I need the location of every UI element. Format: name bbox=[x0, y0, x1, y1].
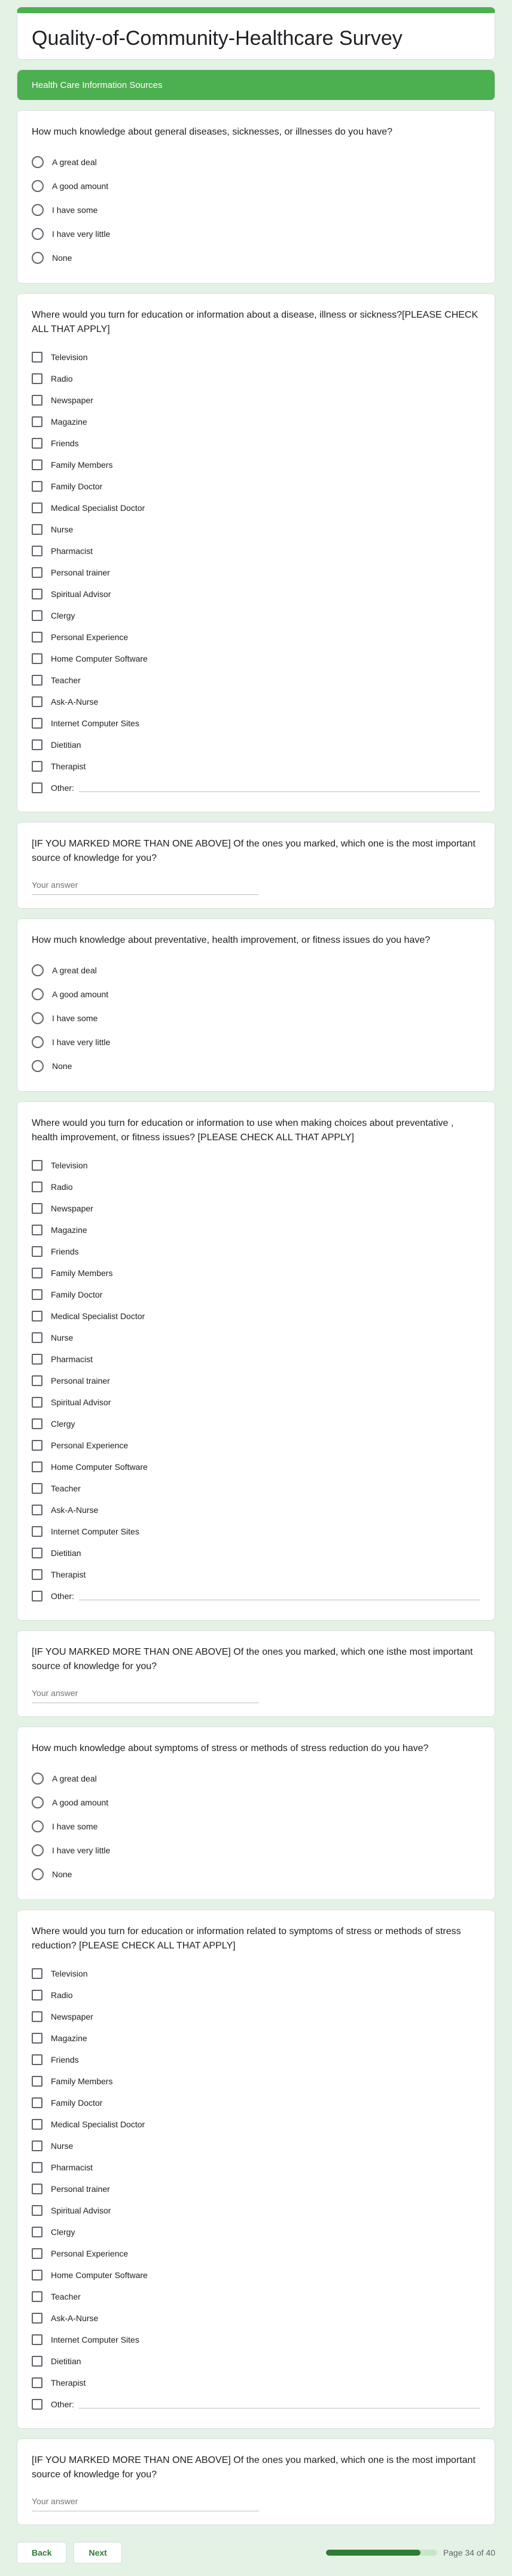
option-label: Medical Specialist Doctor bbox=[51, 503, 145, 513]
option-label: Home Computer Software bbox=[51, 2270, 148, 2280]
checkbox-option[interactable] bbox=[32, 2329, 480, 2350]
checkbox[interactable] bbox=[32, 2399, 42, 2410]
checkbox-group bbox=[32, 1963, 480, 2415]
checkbox[interactable] bbox=[32, 653, 42, 664]
checkbox-option[interactable] bbox=[32, 1391, 480, 1413]
checkbox[interactable] bbox=[32, 2162, 42, 2173]
answer-input[interactable]: Your answer bbox=[32, 2492, 259, 2511]
option-label: Personal Experience bbox=[51, 2249, 129, 2258]
checkbox[interactable] bbox=[32, 2076, 42, 2087]
option-label: Personal trainer bbox=[51, 568, 110, 577]
option-label: Nurse bbox=[51, 2141, 74, 2151]
checkbox-option[interactable] bbox=[32, 1963, 480, 1984]
checkbox-option[interactable] bbox=[32, 454, 480, 476]
option-label: Radio bbox=[51, 1182, 73, 1192]
checkbox[interactable] bbox=[32, 524, 42, 535]
option-label: Family Doctor bbox=[51, 1290, 103, 1299]
option-label: Personal trainer bbox=[51, 1376, 110, 1386]
option-label: Family Doctor bbox=[51, 482, 103, 491]
back-button[interactable]: Back bbox=[17, 2542, 66, 2563]
question-card-q7 bbox=[17, 1727, 495, 1900]
checkbox[interactable] bbox=[32, 438, 42, 449]
checkbox-option-other[interactable] bbox=[32, 777, 480, 799]
option-label: Television bbox=[51, 1969, 88, 1978]
checkbox[interactable] bbox=[32, 1289, 42, 1300]
checkbox-group bbox=[32, 1155, 480, 1607]
checkbox-option[interactable] bbox=[32, 389, 480, 411]
checkbox[interactable] bbox=[32, 395, 42, 406]
option-label: A great deal bbox=[52, 157, 97, 167]
section-title: Health Care Information Sources bbox=[17, 70, 495, 101]
question-title: How much knowledge about preventative, health improvement, or fitness issues do you have? bbox=[32, 935, 431, 945]
checkbox[interactable] bbox=[32, 2377, 42, 2388]
option-label: Teacher bbox=[51, 675, 81, 685]
option-label: None bbox=[52, 1061, 72, 1071]
checkbox[interactable] bbox=[32, 1332, 42, 1343]
checkbox[interactable] bbox=[32, 2270, 42, 2280]
checkbox[interactable] bbox=[32, 696, 42, 707]
title-card bbox=[17, 7, 495, 60]
checkbox[interactable] bbox=[32, 503, 42, 513]
checkbox-group bbox=[32, 346, 480, 799]
question-title: [IF YOU MARKED MORE THAN ONE ABOVE] Of the ones you marked, which one is the most important source of knowledge for you? bbox=[32, 2455, 476, 2480]
radio-button[interactable] bbox=[32, 1796, 44, 1808]
checkbox[interactable] bbox=[32, 2140, 42, 2151]
checkbox[interactable] bbox=[32, 1203, 42, 1214]
option-label: Clergy bbox=[51, 1419, 75, 1429]
radio-button[interactable] bbox=[32, 1820, 44, 1832]
radio-button[interactable] bbox=[32, 228, 44, 240]
radio-option[interactable] bbox=[32, 174, 480, 198]
checkbox-option[interactable] bbox=[32, 2372, 480, 2394]
option-label: Nurse bbox=[51, 1333, 74, 1342]
checkbox-option[interactable] bbox=[32, 1241, 480, 1262]
checkbox[interactable] bbox=[32, 2119, 42, 2130]
option-label: Medical Specialist Doctor bbox=[51, 2120, 145, 2129]
checkbox-option[interactable] bbox=[32, 1370, 480, 1391]
checkbox-option[interactable] bbox=[32, 1176, 480, 1198]
checkbox-option[interactable] bbox=[32, 2243, 480, 2264]
checkbox[interactable] bbox=[32, 1548, 42, 1558]
checkbox-option[interactable] bbox=[32, 669, 480, 691]
option-label: A good amount bbox=[52, 1798, 109, 1807]
checkbox-option[interactable] bbox=[32, 1984, 480, 2006]
radio-button[interactable] bbox=[32, 964, 44, 976]
checkbox[interactable] bbox=[32, 2054, 42, 2065]
radio-option[interactable] bbox=[32, 1006, 480, 1030]
checkbox[interactable] bbox=[32, 1505, 42, 1515]
question-title: Where would you turn for education or information about a disease, illness or sickness?[PLEASE CHECK ALL THAT APPLY] bbox=[32, 310, 479, 334]
checkbox[interactable] bbox=[32, 1569, 42, 1580]
checkbox[interactable] bbox=[32, 352, 42, 363]
option-label: Family Members bbox=[51, 1268, 113, 1278]
option-label: Newspaper bbox=[51, 1204, 93, 1213]
radio-option[interactable] bbox=[32, 1814, 480, 1838]
checkbox[interactable] bbox=[32, 1375, 42, 1386]
checkbox[interactable] bbox=[32, 481, 42, 492]
checkbox-option[interactable] bbox=[32, 1542, 480, 1564]
checkbox-option[interactable] bbox=[32, 2092, 480, 2114]
checkbox[interactable] bbox=[32, 1526, 42, 1537]
checkbox[interactable] bbox=[32, 1354, 42, 1365]
checkbox[interactable] bbox=[32, 546, 42, 556]
question-card-q6 bbox=[17, 1630, 495, 1717]
question-title: How much knowledge about general diseases, sicknesses, or illnesses do you have? bbox=[32, 127, 393, 137]
option-label: Pharmacist bbox=[51, 1354, 93, 1364]
question-title: [IF YOU MARKED MORE THAN ONE ABOVE] Of the ones you marked, which one is the most important source of knowledge for you? bbox=[32, 839, 476, 863]
option-label: Other: bbox=[51, 783, 74, 793]
option-label: Other: bbox=[51, 1591, 74, 1601]
option-label: Internet Computer Sites bbox=[51, 1527, 139, 1536]
checkbox-option[interactable] bbox=[32, 2027, 480, 2049]
checkbox[interactable] bbox=[32, 1483, 42, 1494]
next-button[interactable]: Next bbox=[74, 2542, 121, 2563]
checkbox-option[interactable] bbox=[32, 433, 480, 454]
checkbox[interactable] bbox=[32, 2248, 42, 2259]
option-label: Radio bbox=[51, 374, 73, 383]
checkbox-option[interactable] bbox=[32, 648, 480, 669]
option-label: I have very little bbox=[52, 229, 111, 239]
checkbox[interactable] bbox=[32, 675, 42, 686]
radio-option[interactable] bbox=[32, 150, 480, 174]
checkbox[interactable] bbox=[32, 1968, 42, 1979]
checkbox-option[interactable] bbox=[32, 368, 480, 389]
checkbox[interactable] bbox=[32, 1397, 42, 1408]
checkbox-option[interactable] bbox=[32, 497, 480, 519]
checkbox-option[interactable] bbox=[32, 1327, 480, 1348]
option-label: Therapist bbox=[51, 1570, 86, 1579]
option-label: A great deal bbox=[52, 1774, 97, 1783]
checkbox-option[interactable] bbox=[32, 2221, 480, 2243]
question-title: Where would you turn for education or information related to symptoms of stress or methods of stress reduction? [PLEASE CHECK ALL THAT APPLY] bbox=[32, 1926, 461, 1951]
nav-buttons bbox=[17, 2542, 122, 2563]
checkbox[interactable] bbox=[32, 610, 42, 621]
checkbox[interactable] bbox=[32, 1225, 42, 1235]
option-label: Other: bbox=[51, 2400, 74, 2409]
checkbox-option[interactable] bbox=[32, 562, 480, 583]
radio-button[interactable] bbox=[32, 204, 44, 216]
checkbox-option[interactable] bbox=[32, 2135, 480, 2157]
option-label: Dietitian bbox=[51, 2356, 81, 2366]
radio-button[interactable] bbox=[32, 180, 44, 192]
checkbox-option[interactable] bbox=[32, 1284, 480, 1305]
checkbox-option[interactable] bbox=[32, 1456, 480, 1478]
question-card-q3 bbox=[17, 822, 495, 909]
option-label: Pharmacist bbox=[51, 546, 93, 556]
option-label: Spiritual Advisor bbox=[51, 2206, 111, 2215]
checkbox[interactable] bbox=[32, 373, 42, 384]
question-card-q2 bbox=[17, 293, 495, 812]
checkbox-option[interactable] bbox=[32, 1219, 480, 1241]
checkbox-option[interactable] bbox=[32, 2286, 480, 2307]
option-label: Spiritual Advisor bbox=[51, 589, 111, 599]
checkbox-option[interactable] bbox=[32, 2006, 480, 2027]
checkbox[interactable] bbox=[32, 1268, 42, 1278]
checkbox-option[interactable] bbox=[32, 1478, 480, 1499]
checkbox-option[interactable] bbox=[32, 1198, 480, 1219]
checkbox[interactable] bbox=[32, 1461, 42, 1472]
checkbox[interactable] bbox=[32, 718, 42, 729]
checkbox-option[interactable] bbox=[32, 2178, 480, 2200]
checkbox[interactable] bbox=[32, 1160, 42, 1171]
option-label: Clergy bbox=[51, 611, 75, 620]
checkbox-option[interactable] bbox=[32, 1564, 480, 1585]
checkbox-option[interactable] bbox=[32, 476, 480, 497]
radio-button[interactable] bbox=[32, 252, 44, 264]
radio-option[interactable] bbox=[32, 1838, 480, 1862]
option-label: Home Computer Software bbox=[51, 654, 148, 663]
option-label: Clergy bbox=[51, 2227, 75, 2237]
option-label: A good amount bbox=[52, 181, 109, 191]
question-card-q4 bbox=[17, 918, 495, 1092]
radio-option[interactable] bbox=[32, 958, 480, 982]
radio-option[interactable] bbox=[32, 222, 480, 246]
option-label: I have very little bbox=[52, 1037, 111, 1047]
radio-option[interactable] bbox=[32, 1767, 480, 1791]
checkbox[interactable] bbox=[32, 2227, 42, 2237]
checkbox-option[interactable] bbox=[32, 1499, 480, 1521]
option-label: Newspaper bbox=[51, 395, 93, 405]
checkbox-option[interactable] bbox=[32, 411, 480, 433]
option-label: Television bbox=[51, 352, 88, 362]
checkbox-option[interactable] bbox=[32, 1521, 480, 1542]
answer-input[interactable]: Your answer bbox=[32, 875, 259, 895]
radio-group bbox=[32, 150, 480, 270]
radio-button[interactable] bbox=[32, 1773, 44, 1785]
radio-option[interactable] bbox=[32, 1791, 480, 1814]
option-label: None bbox=[52, 253, 72, 263]
option-label: Medical Specialist Doctor bbox=[51, 1311, 145, 1321]
radio-button[interactable] bbox=[32, 1868, 44, 1880]
checkbox-option[interactable] bbox=[32, 626, 480, 648]
option-label: Magazine bbox=[51, 417, 87, 427]
checkbox-option[interactable] bbox=[32, 1262, 480, 1284]
form-title: Quality-of-Community-Healthcare Survey bbox=[32, 27, 403, 50]
question-card-q8 bbox=[17, 1910, 495, 2429]
checkbox-option[interactable] bbox=[32, 2264, 480, 2286]
checkbox[interactable] bbox=[32, 1990, 42, 2000]
option-label: I have some bbox=[52, 205, 98, 215]
radio-group bbox=[32, 1767, 480, 1886]
checkbox-option[interactable] bbox=[32, 1305, 480, 1327]
option-label: I have very little bbox=[52, 1846, 111, 1855]
checkbox[interactable] bbox=[32, 1246, 42, 1257]
option-label: Newspaper bbox=[51, 2012, 93, 2021]
radio-group bbox=[32, 958, 480, 1078]
option-label: Radio bbox=[51, 1990, 73, 2000]
other-text-input[interactable] bbox=[79, 791, 480, 792]
question-title: Where would you turn for education or information to use when making choices about preventative , health improvement, or fitness issues? [PLEASE CHECK ALL THAT APPLY] bbox=[32, 1118, 454, 1143]
option-label: Magazine bbox=[51, 1225, 87, 1235]
option-label: Friends bbox=[51, 439, 79, 448]
checkbox[interactable] bbox=[32, 1418, 42, 1429]
option-label: Home Computer Software bbox=[51, 1462, 148, 1472]
checkbox[interactable] bbox=[32, 739, 42, 750]
question-card-q5 bbox=[17, 1101, 495, 1621]
option-label: Dietitian bbox=[51, 1548, 81, 1558]
checkbox[interactable] bbox=[32, 761, 42, 772]
option-label: Teacher bbox=[51, 1484, 81, 1493]
radio-option[interactable] bbox=[32, 198, 480, 222]
checkbox-option[interactable] bbox=[32, 756, 480, 777]
checkbox[interactable] bbox=[32, 2011, 42, 2022]
question-title: How much knowledge about symptoms of stress or methods of stress reduction do you have? bbox=[32, 1743, 429, 1753]
checkbox-option[interactable] bbox=[32, 346, 480, 368]
checkbox-option[interactable] bbox=[32, 2307, 480, 2329]
option-label: None bbox=[52, 1869, 72, 1879]
radio-button[interactable] bbox=[32, 156, 44, 168]
radio-option[interactable] bbox=[32, 246, 480, 270]
option-label: Friends bbox=[51, 1247, 79, 1256]
option-label: Teacher bbox=[51, 2292, 81, 2301]
option-label: Nurse bbox=[51, 525, 74, 534]
checkbox-option[interactable] bbox=[32, 2070, 480, 2092]
option-label: Friends bbox=[51, 2055, 79, 2065]
checkbox[interactable] bbox=[32, 589, 42, 599]
checkbox-option[interactable] bbox=[32, 1155, 480, 1176]
checkbox[interactable] bbox=[32, 2356, 42, 2367]
option-label: I have some bbox=[52, 1822, 98, 1831]
checkbox-option-other[interactable] bbox=[32, 1585, 480, 1607]
checkbox[interactable] bbox=[32, 2334, 42, 2345]
checkbox[interactable] bbox=[32, 567, 42, 578]
option-label: Personal Experience bbox=[51, 1441, 129, 1450]
option-label: Therapist bbox=[51, 762, 86, 771]
checkbox[interactable] bbox=[32, 1311, 42, 1322]
option-label: Spiritual Advisor bbox=[51, 1397, 111, 1407]
checkbox-option[interactable] bbox=[32, 2157, 480, 2178]
option-label: A good amount bbox=[52, 989, 109, 999]
radio-button[interactable] bbox=[32, 1060, 44, 1072]
form-footer bbox=[17, 2535, 495, 2571]
radio-option[interactable] bbox=[32, 1054, 480, 1078]
question-card-q9 bbox=[17, 2438, 495, 2525]
option-label: Internet Computer Sites bbox=[51, 2335, 139, 2344]
option-label: Ask-A-Nurse bbox=[51, 2313, 99, 2323]
radio-option[interactable] bbox=[32, 1030, 480, 1054]
checkbox-option[interactable] bbox=[32, 1413, 480, 1435]
checkbox-option[interactable] bbox=[32, 712, 480, 734]
option-label: I have some bbox=[52, 1013, 98, 1023]
radio-button[interactable] bbox=[32, 988, 44, 1000]
checkbox[interactable] bbox=[32, 1182, 42, 1192]
option-label: Television bbox=[51, 1161, 88, 1170]
checkbox[interactable] bbox=[32, 2097, 42, 2108]
checkbox[interactable] bbox=[32, 2291, 42, 2302]
checkbox-option[interactable] bbox=[32, 540, 480, 562]
checkbox[interactable] bbox=[32, 782, 42, 793]
option-label: Pharmacist bbox=[51, 2163, 93, 2172]
checkbox-option-other[interactable] bbox=[32, 2394, 480, 2415]
checkbox-option[interactable] bbox=[32, 734, 480, 756]
progress-bar-fill bbox=[326, 2550, 420, 2556]
question-title: [IF YOU MARKED MORE THAN ONE ABOVE] Of the ones you marked, which one isthe most important source of knowledge for you? bbox=[32, 1647, 473, 1671]
answer-input[interactable]: Your answer bbox=[32, 1683, 259, 1703]
option-label: Family Members bbox=[51, 2076, 113, 2086]
option-label: Ask-A-Nurse bbox=[51, 1505, 99, 1515]
page-label: Page 34 of 40 bbox=[443, 2548, 495, 2557]
checkbox[interactable] bbox=[32, 2313, 42, 2324]
checkbox[interactable] bbox=[32, 2205, 42, 2216]
option-label: Family Members bbox=[51, 460, 113, 470]
checkbox[interactable] bbox=[32, 459, 42, 470]
progress-indicator bbox=[326, 2548, 495, 2557]
checkbox-option[interactable] bbox=[32, 2350, 480, 2372]
checkbox[interactable] bbox=[32, 416, 42, 427]
checkbox[interactable] bbox=[32, 2184, 42, 2194]
checkbox[interactable] bbox=[32, 2033, 42, 2044]
checkbox-option[interactable] bbox=[32, 2114, 480, 2135]
option-label: A great deal bbox=[52, 966, 97, 975]
option-label: Personal Experience bbox=[51, 632, 129, 642]
radio-option[interactable] bbox=[32, 982, 480, 1006]
section-card bbox=[17, 69, 495, 101]
checkbox-option[interactable] bbox=[32, 1348, 480, 1370]
checkbox-option[interactable] bbox=[32, 2049, 480, 2070]
checkbox-option[interactable] bbox=[32, 691, 480, 712]
option-label: Therapist bbox=[51, 2378, 86, 2388]
radio-option[interactable] bbox=[32, 1862, 480, 1886]
radio-button[interactable] bbox=[32, 1036, 44, 1048]
option-label: Family Doctor bbox=[51, 2098, 103, 2108]
checkbox[interactable] bbox=[32, 632, 42, 643]
option-label: Ask-A-Nurse bbox=[51, 697, 99, 707]
option-label: Personal trainer bbox=[51, 2184, 110, 2194]
checkbox[interactable] bbox=[32, 1440, 42, 1451]
progress-bar bbox=[326, 2550, 437, 2556]
radio-button[interactable] bbox=[32, 1844, 44, 1856]
option-label: Internet Computer Sites bbox=[51, 718, 139, 728]
option-label: Magazine bbox=[51, 2033, 87, 2043]
checkbox-option[interactable] bbox=[32, 519, 480, 540]
checkbox-option[interactable] bbox=[32, 1435, 480, 1456]
checkbox-option[interactable] bbox=[32, 2200, 480, 2221]
checkbox-option[interactable] bbox=[32, 583, 480, 605]
checkbox-option[interactable] bbox=[32, 605, 480, 626]
question-card-q1 bbox=[17, 110, 495, 284]
checkbox[interactable] bbox=[32, 1591, 42, 1601]
radio-button[interactable] bbox=[32, 1012, 44, 1024]
option-label: Dietitian bbox=[51, 740, 81, 750]
